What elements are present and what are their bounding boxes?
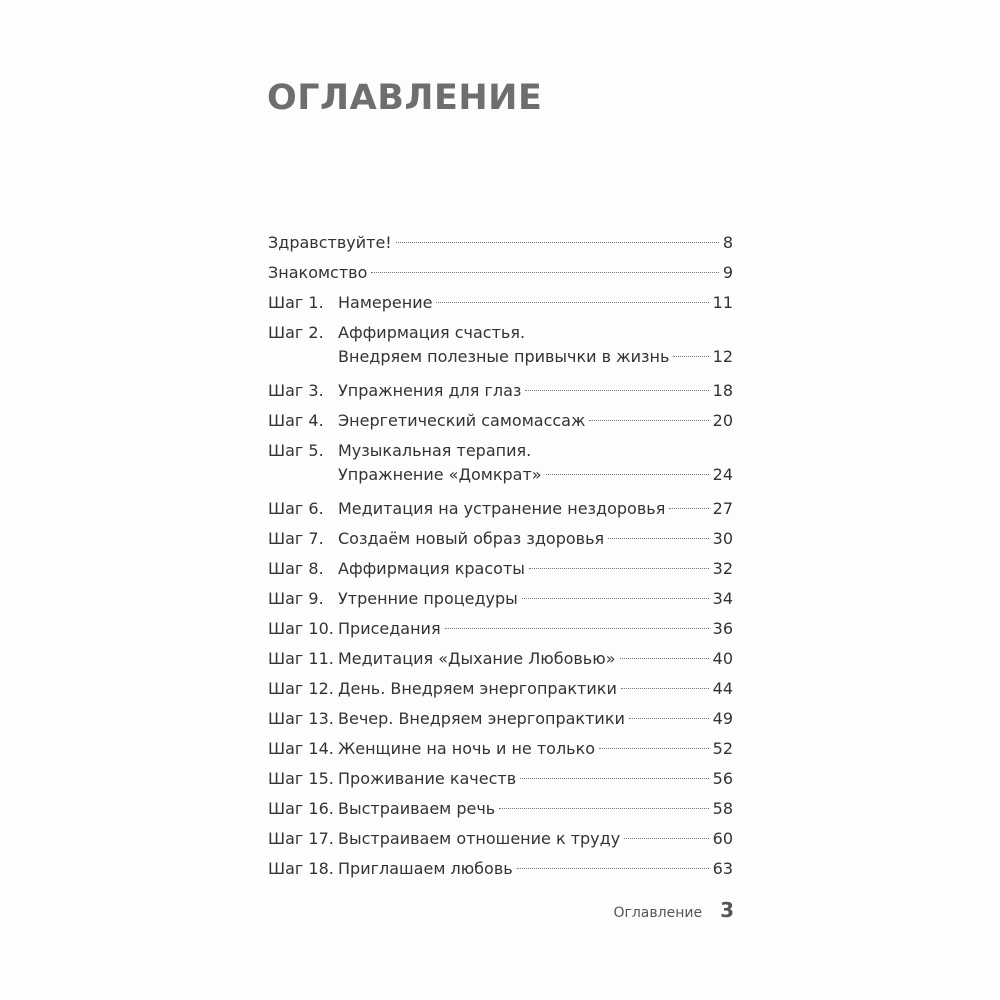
dot-leader bbox=[517, 868, 709, 869]
toc-step-label: Шаг 12. bbox=[268, 679, 334, 698]
toc-entry-body bbox=[338, 857, 733, 881]
dot-leader bbox=[445, 628, 709, 629]
toc-entry-body bbox=[338, 439, 733, 487]
toc-step-label: Шаг 7. bbox=[268, 529, 324, 548]
toc-entry-body bbox=[338, 677, 733, 701]
toc-entry-title: Знакомство bbox=[268, 263, 368, 282]
toc-entry-line bbox=[338, 497, 733, 521]
toc-page-number: 24 bbox=[712, 465, 733, 484]
toc-page-number: 20 bbox=[712, 411, 733, 430]
toc-entry-line bbox=[338, 587, 733, 611]
toc-entry-title: День. Внедряем энергопрактики bbox=[338, 679, 617, 698]
toc-entry[interactable] bbox=[268, 677, 733, 701]
dot-leader bbox=[608, 538, 709, 539]
toc-entry-body bbox=[338, 321, 733, 369]
toc-entry-title: Внедряем полезные привычки в жизнь bbox=[338, 347, 670, 366]
toc-entry-title: Приглашаем любовь bbox=[338, 859, 513, 878]
toc-entry-title: Приседания bbox=[338, 619, 441, 638]
toc-entry-body bbox=[338, 707, 733, 731]
toc-page-number: 63 bbox=[712, 859, 733, 878]
toc-page-number: 44 bbox=[712, 679, 733, 698]
toc-entry-body bbox=[338, 527, 733, 551]
page-title: ОГЛАВЛЕНИЕ bbox=[267, 78, 543, 118]
toc-entry[interactable] bbox=[268, 797, 733, 821]
toc-entry-line bbox=[338, 767, 733, 791]
dot-leader bbox=[520, 778, 709, 779]
dot-leader bbox=[624, 838, 708, 839]
toc-page-number: 40 bbox=[712, 649, 733, 668]
toc-step-label: Шаг 9. bbox=[268, 589, 324, 608]
toc-entry-body bbox=[338, 797, 733, 821]
toc-entry[interactable] bbox=[268, 707, 733, 731]
toc-entry-body bbox=[338, 647, 733, 671]
toc-step-label: Шаг 4. bbox=[268, 411, 324, 430]
dot-leader bbox=[621, 688, 709, 689]
page-footer bbox=[613, 898, 734, 922]
toc-entry-line bbox=[338, 707, 733, 731]
toc-entry-line bbox=[338, 409, 733, 433]
toc-page-number: 56 bbox=[712, 769, 733, 788]
toc-step-label: Шаг 17. bbox=[268, 829, 334, 848]
toc-entry[interactable] bbox=[268, 767, 733, 791]
toc-entry-title: Намерение bbox=[338, 293, 433, 312]
toc-page-number: 49 bbox=[712, 709, 733, 728]
toc-entry[interactable] bbox=[268, 617, 733, 641]
toc-entry-line bbox=[338, 463, 733, 487]
toc-entry-title: Энергетический самомассаж bbox=[338, 411, 586, 430]
toc-entry-line bbox=[268, 231, 733, 255]
toc-entry-title: Проживание качеств bbox=[338, 769, 517, 788]
toc-step-label: Шаг 6. bbox=[268, 499, 324, 518]
toc-entry[interactable] bbox=[268, 291, 733, 315]
toc-step-label: Шаг 3. bbox=[268, 381, 324, 400]
toc-entry[interactable] bbox=[268, 827, 733, 851]
dot-leader bbox=[525, 390, 708, 391]
dot-leader bbox=[522, 598, 709, 599]
dot-leader bbox=[599, 748, 709, 749]
toc-page-number: 30 bbox=[712, 529, 733, 548]
toc-entry-title: Вечер. Внедряем энергопрактики bbox=[338, 709, 625, 728]
dot-leader bbox=[371, 272, 718, 273]
toc-step-label: Шаг 14. bbox=[268, 739, 334, 758]
dot-leader bbox=[629, 718, 709, 719]
toc-entry-title: Выстраиваем речь bbox=[338, 799, 496, 818]
toc-page-number: 27 bbox=[712, 499, 733, 518]
toc-entry-line bbox=[338, 345, 733, 369]
dot-leader bbox=[546, 474, 709, 475]
toc-step-label: Шаг 8. bbox=[268, 559, 324, 578]
dot-leader bbox=[396, 242, 719, 243]
toc-entry-title: Утренние процедуры bbox=[338, 589, 518, 608]
toc-entry-line bbox=[338, 379, 733, 403]
toc-entry-body bbox=[338, 291, 733, 315]
toc-entry-title: Музыкальная терапия. bbox=[338, 441, 532, 460]
toc-step-label: Шаг 18. bbox=[268, 859, 334, 878]
toc-entry-body bbox=[268, 261, 733, 285]
dot-leader bbox=[669, 508, 708, 509]
toc-entry-line bbox=[338, 647, 733, 671]
toc-page-number: 8 bbox=[722, 233, 733, 252]
page-number: 3 bbox=[720, 898, 734, 922]
toc-entry-line bbox=[338, 797, 733, 821]
toc-entry-line bbox=[338, 827, 733, 851]
toc-entry-line bbox=[338, 527, 733, 551]
toc-entry[interactable] bbox=[268, 557, 733, 581]
toc-entry-line bbox=[338, 677, 733, 701]
toc-step-label: Шаг 10. bbox=[268, 619, 334, 638]
toc-entry-title: Упражнение «Домкрат» bbox=[338, 465, 542, 484]
toc-entry-title: Упражнения для глаз bbox=[338, 381, 522, 400]
toc-step-label: Шаг 5. bbox=[268, 441, 324, 460]
toc-entry[interactable] bbox=[268, 587, 733, 611]
dot-leader bbox=[673, 356, 708, 357]
toc-entry-body bbox=[338, 409, 733, 433]
toc-entry-line bbox=[338, 737, 733, 761]
toc-entry-title: Медитация «Дыхание Любовью» bbox=[338, 649, 616, 668]
toc-page-number: 32 bbox=[712, 559, 733, 578]
dot-leader bbox=[529, 568, 709, 569]
toc-page-number: 34 bbox=[712, 589, 733, 608]
toc-page-number: 60 bbox=[712, 829, 733, 848]
toc-page-number: 12 bbox=[712, 347, 733, 366]
toc-entry-line bbox=[338, 617, 733, 641]
toc-page-number: 18 bbox=[712, 381, 733, 400]
toc-entry-title: Аффирмация красоты bbox=[338, 559, 525, 578]
toc-entry[interactable] bbox=[268, 857, 733, 881]
toc-entry-body bbox=[338, 737, 733, 761]
toc-page-number: 11 bbox=[712, 293, 733, 312]
toc-page-number: 36 bbox=[712, 619, 733, 638]
toc-entry[interactable] bbox=[268, 647, 733, 671]
toc-entry[interactable] bbox=[268, 231, 733, 255]
toc-page-number: 58 bbox=[712, 799, 733, 818]
toc-entry-body bbox=[338, 587, 733, 611]
toc-entry-title: Аффирмация счастья. bbox=[338, 323, 526, 342]
toc-entry-body bbox=[338, 557, 733, 581]
toc-entry-line bbox=[268, 261, 733, 285]
toc-entry[interactable] bbox=[268, 497, 733, 521]
toc-entry-line bbox=[338, 557, 733, 581]
dot-leader bbox=[499, 808, 708, 809]
toc-entry-body bbox=[338, 767, 733, 791]
table-of-contents bbox=[268, 231, 733, 887]
toc-entry[interactable] bbox=[268, 379, 733, 403]
toc-entry-title: Медитация на устранение нездоровья bbox=[338, 499, 666, 518]
toc-page-number: 52 bbox=[712, 739, 733, 758]
toc-entry[interactable] bbox=[268, 527, 733, 551]
toc-step-label: Шаг 13. bbox=[268, 709, 334, 728]
toc-entry[interactable] bbox=[268, 737, 733, 761]
dot-leader bbox=[436, 302, 708, 303]
toc-entry[interactable] bbox=[268, 261, 733, 285]
toc-page-number: 9 bbox=[722, 263, 733, 282]
toc-step-label: Шаг 11. bbox=[268, 649, 334, 668]
toc-entry-title: Здравствуйте! bbox=[268, 233, 392, 252]
toc-entry-body bbox=[268, 231, 733, 255]
dot-leader bbox=[589, 420, 708, 421]
toc-entry-body bbox=[338, 827, 733, 851]
toc-step-label: Шаг 1. bbox=[268, 293, 324, 312]
toc-entry[interactable] bbox=[268, 321, 733, 369]
toc-entry-body bbox=[338, 617, 733, 641]
toc-entry-line bbox=[338, 857, 733, 881]
toc-entry-title: Женщине на ночь и не только bbox=[338, 739, 596, 758]
toc-entry[interactable] bbox=[268, 439, 733, 487]
toc-entry-body bbox=[338, 497, 733, 521]
dot-leader bbox=[620, 658, 709, 659]
toc-entry-line bbox=[338, 291, 733, 315]
toc-entry-body bbox=[338, 379, 733, 403]
toc-step-label: Шаг 16. bbox=[268, 799, 334, 818]
toc-entry-title: Создаём новый образ здоровья bbox=[338, 529, 605, 548]
running-footer-label: Оглавление bbox=[613, 905, 703, 921]
toc-entry-title: Выстраиваем отношение к труду bbox=[338, 829, 621, 848]
toc-step-label: Шаг 2. bbox=[268, 323, 324, 342]
toc-entry[interactable] bbox=[268, 409, 733, 433]
toc-step-label: Шаг 15. bbox=[268, 769, 334, 788]
